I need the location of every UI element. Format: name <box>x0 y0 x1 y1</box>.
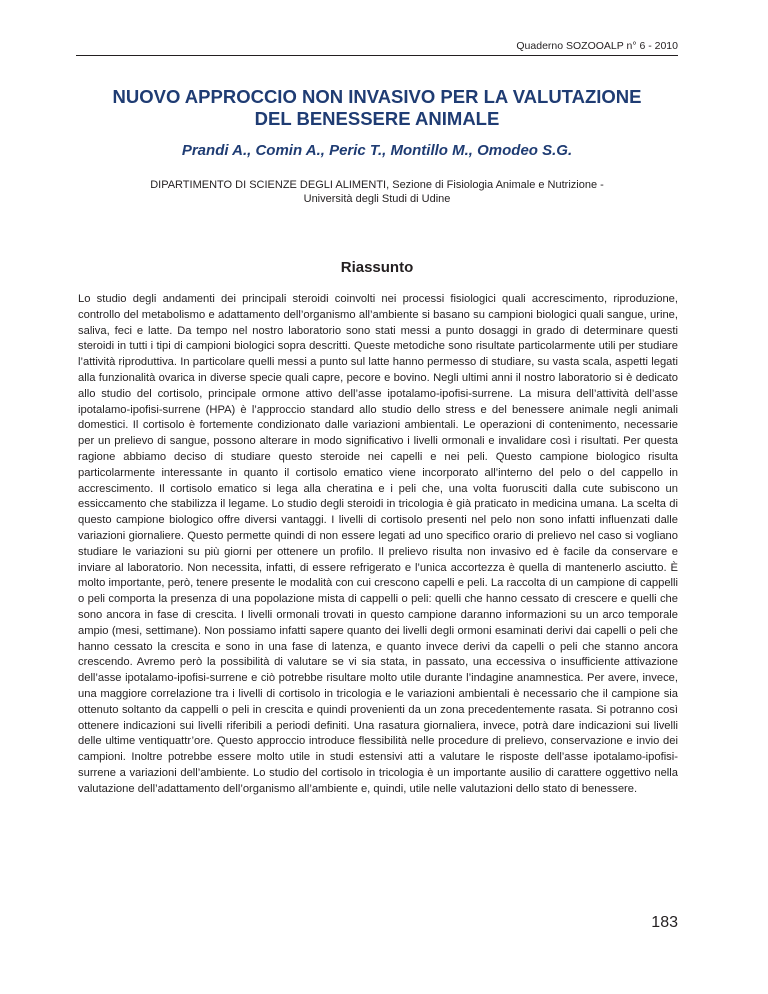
title-line-1: NUOVO APPROCCIO NON INVASIVO PER LA VALUTAZIONE <box>112 86 642 107</box>
affiliation-line-1: DIPARTIMENTO DI SCIENZE DEGLI ALIMENTI, Sezione di Fisiologia Animale e Nutrizione - <box>150 179 604 191</box>
title-line-2: DEL BENESSERE ANIMALE <box>254 108 500 129</box>
abstract-body: Lo studio degli andamenti dei principali steroidi coinvolti nei processi fisiologici quali accrescimento, riproduzione, controllo del metabolismo e adattamento dell’organismo all’ambiente si basano su campioni biologici quali sangue, urine, saliva, feci e latte. Da tempo nel nostro laboratorio sono stati messi a punto dosaggi in grado di determinare questi steroidi in tutti i tipi di campioni biologici sopra descritti. Queste metodiche sono risultate particolarmente utili per studiare l’attività riproduttiva. In particolare quelli messi a punto sul latte hanno permesso di studiare, su vasta scala, aspetti legati alla funzionalità ovarica in diverse specie quali capre, pecore e bovino. Negli ultimi anni il nostro laboratorio si è dedicato allo studio del cortisolo, principale ormone attivo dell’asse ipotalamo-ipofisi-surrene. La misura dell’attività dell’asse ipotalamo-ipofisi-surrene (HPA) è l’approccio standard allo studio dello stress e del benessere animale negli animali domestici. Il cortisolo è fortemente condizionato dalle variazioni ambientali. Le operazioni di contenimento, necessarie per un prelievo di sangue, possono alterare in modo significativo i livelli ormonali e invalidare così i risultati. Per questa ragione abbiamo deciso di studiare questo steroide nei capelli e nei peli. Questo campione biologico risulta particolarmente interessante in quanto il cortisolo ematico viene incorporato all’interno del pelo o del cappello in accrescimento. Il cortisolo ematico si lega alla cheratina e i peli che, una volta fuorusciti dalla cute subiscono un essiccamento che stabilizza il legame. Lo studio degli steroidi in tricologia è già praticato in medicina umana. La scelta di questo campione biologico offre diversi vantaggi. I livelli di cortisolo presenti nel pelo non sono infatti influenzati dalle variazioni giornaliere. Questo permette quindi di non essere legati ad uno specifico orario di prelievo nel caso si vogliano studiare le variazioni su più giorni per ottenere un profilo. Il prelievo risulta non invasivo ed è facile da conservare e inviare al laboratorio. Non necessita, infatti, di essere refrigerato e l’unica accortezza è quella di mantenerlo asciutto. È molto importante, però, tenere presente le modalità con cui crescono capelli e peli. La raccolta di un campione di cappelli o peli comporta la presenza di una popolazione mista di cappelli o peli: quelli che hanno cessato di crescere e quelli che sono ancora in fase di crescita. I livelli ormonali trovati in questo campione daranno informazioni su un arco temporale ampio (mesi, settimane). Non possiamo infatti sapere quanto dei livelli degli ormoni esaminati derivi dai capelli o peli che hanno cessato la crescita e sono in una fase di latenza, e quanto invece derivi da capelli o peli che stanno ancora crescendo. Avremo però la possibilità di valutare se vi sia stata, in passato, una eccessiva o insufficiente attivazione dell’asse ipotalamo-ipofisi-surrene e ciò potrebbe risultare molto utile durante l’indagine anamnestica. Per avere, invece, una maggiore correlazione tra i livelli di cortisolo in tricologia e le variazioni ambientali è necessario che il campione sia ottenuto soltanto da cappelli o peli in crescita e quindi provenienti da un zona precedentemente rasata. Si potranno così ottenere indicazioni sui livelli riferibili a periodi definiti. Una rasatura giornaliera, invece, potrà dare indicazioni sui livelli delle ultime ventiquattr’ore. Questo approccio introduce flessibilità nelle procedure di prelievo, conservazione e invio dei campioni. Inoltre potrebbe essere molto utile in studi estensivi atti a valutare le risposte dell’asse ipotalamo-ipofisi-surrene a variazioni dell’ambiente. Lo studio del cortisolo in tricologia è un importante ausilio di carattere oggettivo nella valutazione dell’adattamento dell’organismo all’ambiente e, quindi, utile nelle valutazioni dello stato di benessere. <box>78 293 678 795</box>
author-list: Prandi A., Comin A., Peric T., Montillo M., Omodeo S.G. <box>181 142 573 159</box>
page-number: 183 <box>651 914 678 931</box>
affiliation <box>76 178 678 206</box>
paper-title <box>76 86 678 130</box>
affiliation-line-2: Università degli Studi di Udine <box>303 193 451 205</box>
section-heading: Riassunto <box>340 259 414 276</box>
header-divider <box>76 55 678 56</box>
journal-header: Quaderno SOZOOALP n° 6 - 2010 <box>516 40 678 52</box>
